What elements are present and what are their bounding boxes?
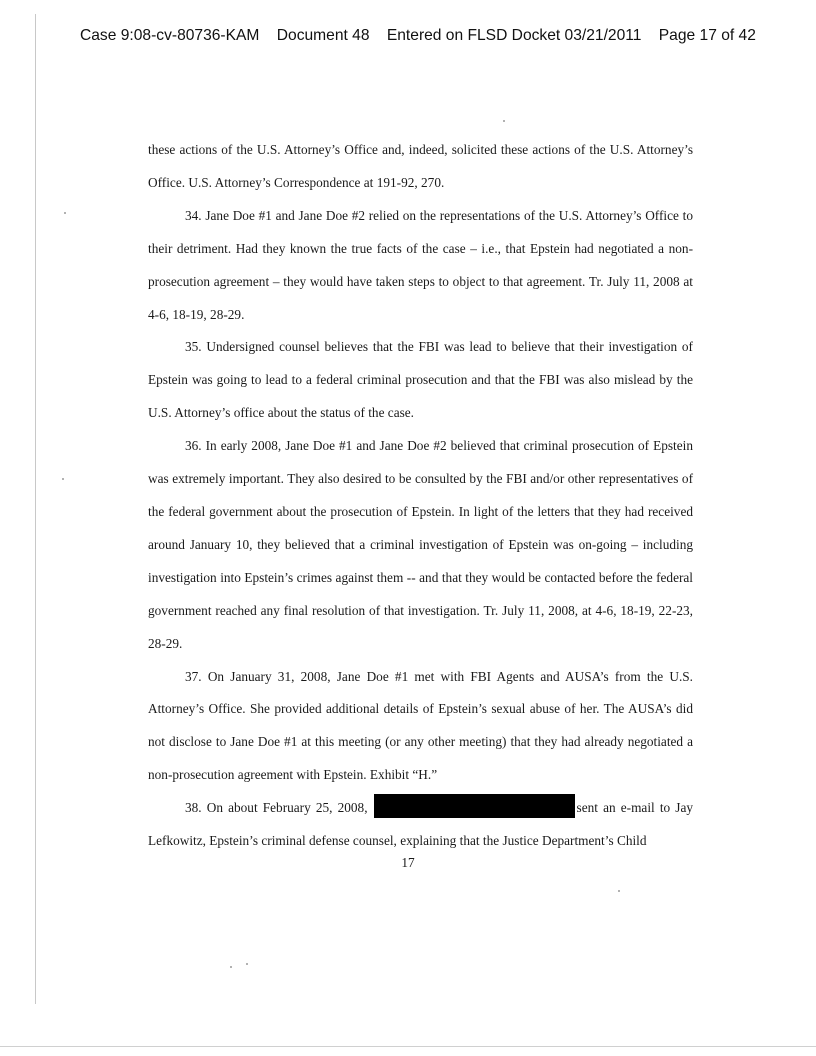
scan-speck <box>503 120 505 122</box>
document-number: Document 48 <box>276 27 370 44</box>
case-number: Case 9:08-cv-80736-KAM <box>80 27 260 44</box>
scan-speck <box>62 478 64 480</box>
paragraph-38 <box>148 792 693 858</box>
page-indicator: Page 17 of 42 <box>658 27 756 44</box>
scan-speck <box>618 890 620 892</box>
docket-entry: Entered on FLSD Docket 03/21/2011 <box>386 27 642 44</box>
paragraph-38-lead: 38. On about February 25, 2008, <box>185 800 368 816</box>
scan-speck <box>246 963 248 965</box>
paragraph-34: 34. Jane Doe #1 and Jane Doe #2 relied on the representations of the U.S. Attorney’s Office to their detriment. Had they known the true facts of the case – i.e., that Epstein had negotiated a non-prosecution agreement – they would have taken steps to object to that agreement. Tr. July 11, 2008 at 4-6, 18-19, 28-29. <box>148 207 693 322</box>
redaction-block <box>374 794 575 818</box>
scan-speck <box>230 966 232 968</box>
page-number: 17 <box>401 855 415 870</box>
bottom-edge-line <box>0 1046 816 1047</box>
scan-speck <box>64 212 66 214</box>
body-text <box>148 134 693 858</box>
paragraph-36: 36. In early 2008, Jane Doe #1 and Jane Doe #2 believed that criminal prosecution of Epstein was extremely important. They also desired to be consulted by the FBI and/or other representatives of the federal government about the prosecution of Epstein. In light of the letters that they had received around January 10, they believed that a criminal investigation of Epstein was on-going – including investigation into Epstein’s crimes against them -- and that they would be contacted before the federal government reached any final resolution of that investigation. Tr. July 11, 2008, at 4-6, 18-19, 22-23, 28-29. <box>148 438 693 651</box>
court-filing-header <box>80 27 780 45</box>
paragraph-38-rest: sent an e-mail to Jay Lefkowitz, Epstein’s criminal defense counsel, explaining that the Justice Department’s Child <box>148 800 694 849</box>
paragraph-continuation: these actions of the U.S. Attorney’s Office and, indeed, solicited these actions of the U.S. Attorney’s Office. U.S. Attorney’s Correspondence at 191-92, 270. <box>148 142 693 190</box>
paragraph-37: 37. On January 31, 2008, Jane Doe #1 met with FBI Agents and AUSA’s from the U.S. Attorney’s Office. She provided additional details of Epstein’s sexual abuse of her. The AUSA’s did not disclose to Jane Doe #1 at this meeting (or any other meeting) that they had already negotiated a non-prosecution agreement with Epstein. Exhibit “H.” <box>148 668 693 783</box>
paragraph-35: 35. Undersigned counsel believes that the FBI was lead to believe that their investigation of Epstein was going to lead to a federal criminal prosecution and that the FBI was also mislead by the U.S. Attorney’s office about the status of the case. <box>148 339 693 421</box>
